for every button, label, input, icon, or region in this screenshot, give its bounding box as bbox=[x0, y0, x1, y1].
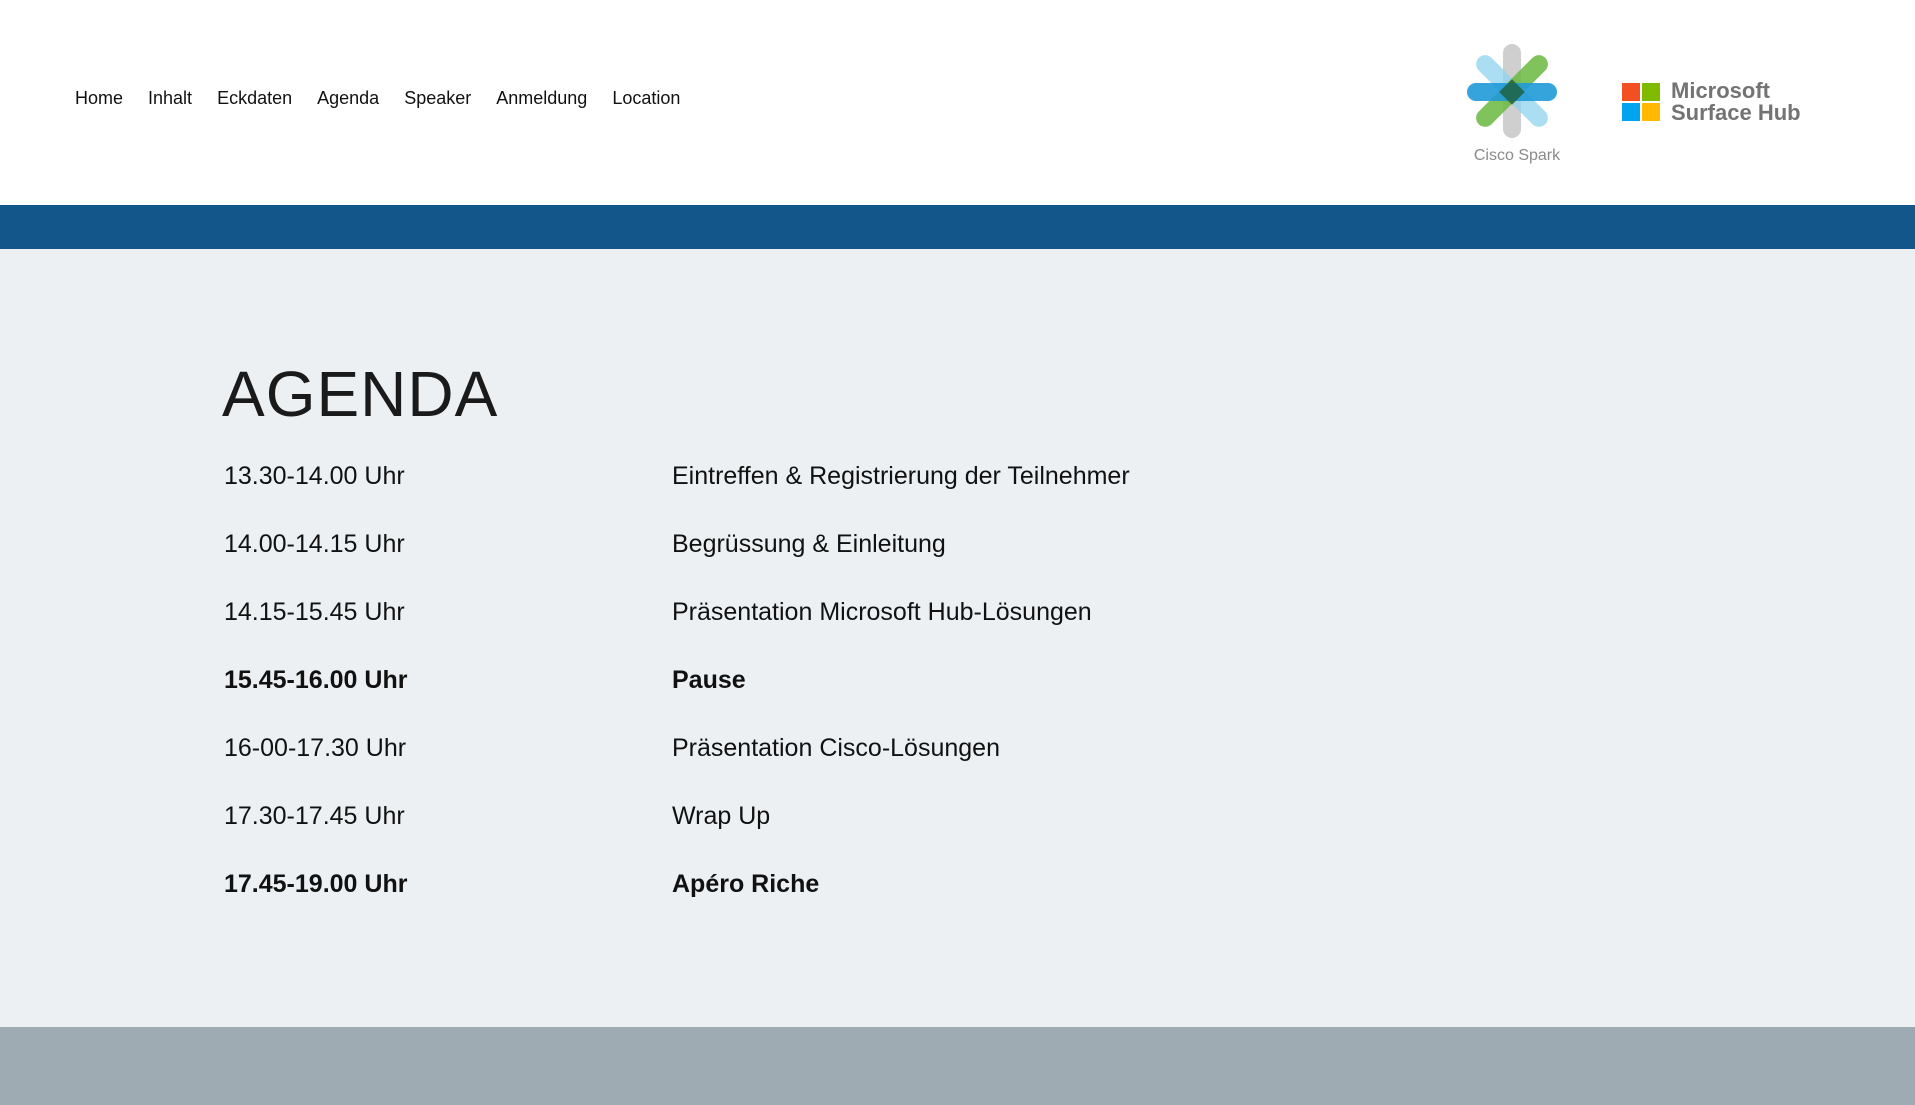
agenda-description: Eintreffen & Registrierung der Teilnehmer bbox=[672, 462, 1130, 490]
agenda-time: 13.30-14.00 Uhr bbox=[224, 462, 405, 490]
agenda-title: AGENDA bbox=[222, 358, 499, 430]
agenda-list bbox=[224, 459, 1224, 935]
agenda-row bbox=[224, 867, 1224, 935]
site-footer bbox=[0, 1027, 1915, 1105]
agenda-description: Präsentation Microsoft Hub-Lösungen bbox=[672, 598, 1092, 626]
microsoft-logo-text bbox=[1671, 80, 1801, 124]
microsoft-logo-line2: Surface Hub bbox=[1671, 100, 1801, 125]
agenda-description: Begrüssung & Einleitung bbox=[672, 530, 946, 558]
agenda-time: 14.15-15.45 Uhr bbox=[224, 598, 405, 626]
agenda-description: Wrap Up bbox=[672, 802, 771, 830]
agenda-description: Pause bbox=[672, 666, 746, 694]
nav-item-anmeldung[interactable]: Anmeldung bbox=[496, 88, 588, 108]
nav-item-speaker[interactable]: Speaker bbox=[404, 88, 472, 108]
agenda-row bbox=[224, 731, 1224, 799]
cisco-spark-label: Cisco Spark bbox=[1473, 147, 1561, 164]
cisco-spark-logo-icon bbox=[1462, 40, 1572, 144]
ms-square-blue bbox=[1622, 103, 1640, 121]
agenda-time: 14.00-14.15 Uhr bbox=[224, 530, 405, 558]
ms-square-green bbox=[1642, 83, 1660, 101]
agenda-time: 16-00-17.30 Uhr bbox=[224, 734, 407, 762]
nav-item-agenda[interactable]: Agenda bbox=[317, 88, 380, 108]
nav-item-home[interactable]: Home bbox=[75, 88, 124, 108]
agenda-section bbox=[0, 249, 1915, 1027]
agenda-time: 17.45-19.00 Uhr bbox=[224, 870, 408, 898]
nav-item-eckdaten[interactable]: Eckdaten bbox=[217, 88, 293, 108]
agenda-row bbox=[224, 799, 1224, 867]
agenda-row bbox=[224, 459, 1224, 527]
nav-item-inhalt[interactable]: Inhalt bbox=[148, 88, 193, 108]
agenda-row bbox=[224, 663, 1224, 731]
ms-square-yellow bbox=[1642, 103, 1660, 121]
main-nav bbox=[75, 84, 680, 112]
nav-item-location[interactable]: Location bbox=[612, 88, 681, 108]
agenda-row bbox=[224, 527, 1224, 595]
agenda-row bbox=[224, 595, 1224, 663]
microsoft-surface-hub-logo[interactable] bbox=[1622, 80, 1822, 128]
agenda-time: 15.45-16.00 Uhr bbox=[224, 666, 408, 694]
microsoft-logo-line1: Microsoft bbox=[1671, 78, 1770, 103]
agenda-description: Präsentation Cisco-Lösungen bbox=[672, 734, 1000, 762]
ms-square-red bbox=[1622, 83, 1640, 101]
header-blue-bar bbox=[0, 205, 1915, 249]
agenda-time: 17.30-17.45 Uhr bbox=[224, 802, 405, 830]
site-header bbox=[0, 0, 1915, 205]
cisco-spark-logo[interactable] bbox=[1462, 40, 1572, 170]
microsoft-logo-icon bbox=[1622, 83, 1660, 121]
agenda-description: Apéro Riche bbox=[672, 870, 820, 898]
